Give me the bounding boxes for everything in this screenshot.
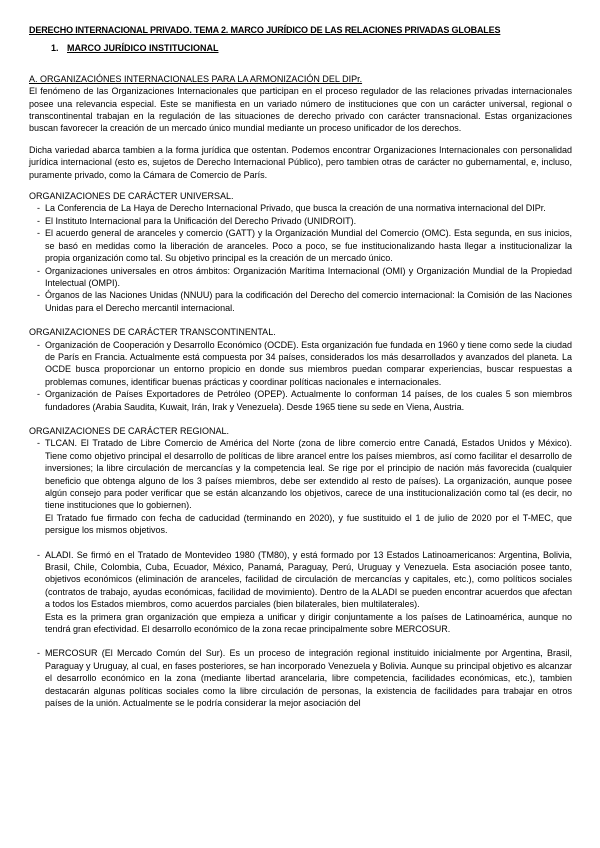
list-item: - El Instituto Internacional para la Unificación del Derecho Privado (UNIDROIT). xyxy=(37,215,572,227)
universal-list xyxy=(29,202,572,314)
list-item-tlcan: - TLCAN. El Tratado de Libre Comercio de América del Norte (zona de libre comercio entre Canadá, Estados Unidos y México). Tiene como objetivo principal el desarrollo de políticas de libre arancel entre los países miembros, así como facilitar el desarrollo de inversiones; la libre circulación de mercancías y la competencia leal. Se rige por el principio de nación más favorecida (cualquier beneficio que obtenga alguno de los 3 países miembros, debe ser extendido al resto de países). La organización, aunque posee algún consejo para poder verificar que se están alcanzando los objetivos, carece de una institucionalización como tal (es decir, no tiene instituciones que lo gobiernen). xyxy=(37,437,572,511)
list-item: - Organización de Cooperación y Desarrollo Económico (OCDE). Esta organización fue fundada en 1960 y tiene como sede la ciudad de París en Francia. Actualmente está compuesta por 34 países, considerados los más desarrollados y avanzados del planeta. La OCDE busca proporcionar un entorno propicio en donde sus miembros puedan comparar experiencias, buscar respuestas a problemas comunes, identificar buenas prácticas y coordinar políticas nacionales e internacionales. xyxy=(37,339,572,389)
universal-heading: ORGANIZACIONES DE CARÁCTER UNIVERSAL. xyxy=(29,191,234,202)
section-heading-1 xyxy=(51,42,572,54)
spacer xyxy=(29,537,572,549)
document-title: DERECHO INTERNACIONAL PRIVADO. TEMA 2. MARCO JURÍDICO DE LAS RELACIONES PRIVADAS GLOBALES xyxy=(29,25,501,35)
spacer xyxy=(29,635,572,647)
tlcan-note: El Tratado fue firmado con fecha de caducidad (terminando en 2020), y fue sustituido el 1 de julio de 2020 por el T-MEC, que persigue los mismos objetivos. xyxy=(45,512,572,536)
regional-list-mercosur xyxy=(29,647,572,709)
intro-paragraph-2: Dicha variedad abarca tambien a la forma jurídica que ostentan. Podemos encontrar Organizaciones Internacionales con personalidad jurídica internacional (esto es, sujetos de Derecho Internacional Público), pero tambien otras de carácter no gubernamental, e, incluso, puramente privado, como la Cámara de Comercio de París. xyxy=(29,144,572,180)
aladi-note: Esta es la primera gran organización que empieza a unificar y dirigir conjuntamente a los países de Latinoamérica, aunque no tendrá gran efectividad. El desarrollo económico de la zona recae principalmente sobre MERCOSUR. xyxy=(45,611,572,635)
subsection-heading-a: A. ORGANIZACIÓNES INTERNACIONALES PARA LA ARMONIZACIÓN DEL DIPr. xyxy=(29,73,363,84)
transcontinental-heading: ORGANIZACIONES DE CARÁCTER TRANSCONTINENTAL. xyxy=(29,327,276,338)
list-item-mercosur: - MERCOSUR (El Mercado Común del Sur). Es un proceso de integración regional instituido inicialmente por Argentina, Brasil, Paraguay y Uruguay, al cual, en fases posteriores, se han incorporado Venezuela y Bolivia. Aunque su principal objetivo es alcanzar el desarrollo económico en la zona (mediante libertad arancelaria, libre competencia, facilidades económicas, etc.), tambien destacarán algunas políticas sociales como la libre circulación de personas, la existencia de facilidades para trabajar en otros países de la unión. Actualmente se le podría considerar la mejor asociación del xyxy=(37,647,572,709)
list-item: - Órganos de las Naciones Unidas (NNUU) para la codificación del Derecho del comercio internacional: la Comisión de las Naciones Unidas para el Derecho mercantil internacional. xyxy=(37,289,572,314)
regional-list-aladi xyxy=(29,549,572,611)
list-item: - Organización de Países Exportadores de Petróleo (OPEP). Actualmente lo conforman 14 países, de los cuales 5 son miembros fundadores (Arabia Saudita, Kuwait, Irán, Irak y Venezuela). Desde 1965 tiene su sede en Viena, Austria. xyxy=(37,388,572,413)
regional-list xyxy=(29,437,572,511)
section-number: 1. xyxy=(51,43,59,54)
list-item: - La Conferencia de La Haya de Derecho Internacional Privado, que busca la creación de una normativa internacional del DIPr. xyxy=(37,202,572,214)
transcontinental-list xyxy=(29,339,572,413)
regional-heading: ORGANIZACIONES DE CARÁCTER REGIONAL. xyxy=(29,425,230,436)
list-item: - Organizaciones universales en otros ámbitos: Organización Marítima Internacional (OMI) y Organización Mundial de la Propiedad Intelectual (OMPI). xyxy=(37,265,572,290)
list-item-aladi: - ALADI. Se firmó en el Tratado de Montevideo 1980 (TM80), y está formado por 13 Estados Latinoamericanos: Argentina, Bolivia, Brasil, Chile, Colombia, Cuba, Ecuador, México, Panamá, Paraguay, Perú, Uruguay y Venezuela. Esta asociación posee tanto, objetivos económicos (eliminación de aranceles, facilidad de circulación de mercancías y capitales, etc.), como políticos sociales (contratos de trabajo, ayudas económicas, facilidad de movimiento). Dentro de la ALADI se pueden encontrar acuerdos que afectan a todos los Estados miembros, como acuerdos parciales (bien bilaterales, bien multilaterales). xyxy=(37,549,572,611)
intro-paragraph-1: El fenómeno de las Organizaciones Internacionales que participan en el proceso regulador de las relaciones privadas internacionales posee una relevancia especial. Este se manifiesta en un variado número de instituciones que con un carácter universal, regional o transcontinental trabajan en la regulación de las situaciones de derecho privado con carácter transnacional. Estas organizaciones buscan favorecer la creación de un mercado único mundial mediante un proceso unificador de los derechos. xyxy=(29,86,572,134)
section-title: MARCO JURÍDICO INSTITUCIONAL xyxy=(67,43,219,54)
list-item: - El acuerdo general de aranceles y comercio (GATT) y la Organización Mundial del Comercio (OMC). Esta segunda, en sus inicios, se basó en medidas como la liberación de aranceles. Poco a poco, se fue institucionalizando hasta llegar a institucionalizar la propia organización como tal. Su objetivo principal es la creación de un mercado único. xyxy=(37,227,572,264)
